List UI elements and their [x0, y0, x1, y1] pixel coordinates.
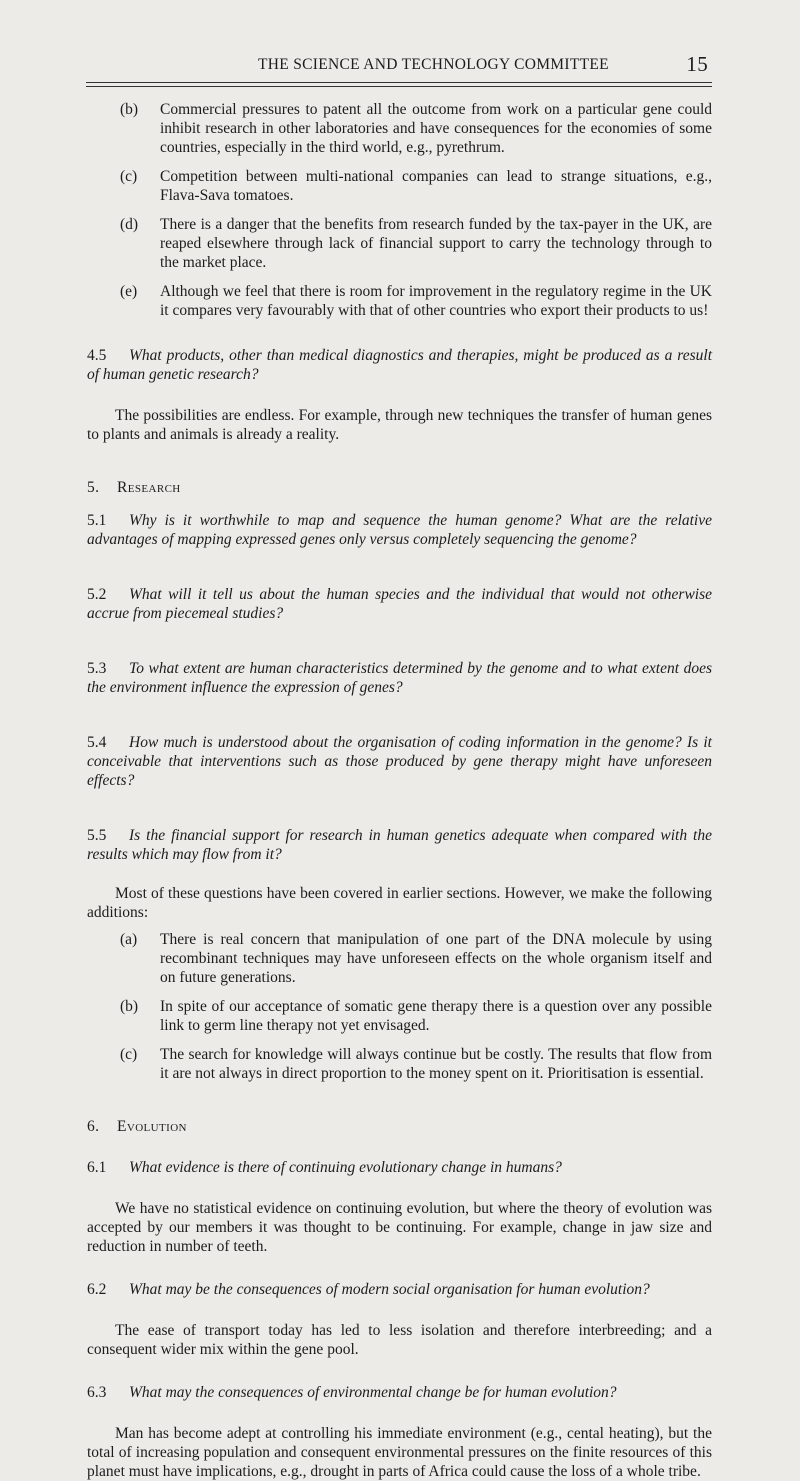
- answer-6-2: The ease of transport today has led to less isolation and therefore interbreeding; and a consequent wider mix within the gene pool.: [87, 1322, 712, 1358]
- section-heading-research: 5. Research: [87, 479, 181, 496]
- item-text: Commercial pressures to patent all the outcome from work on a particular gene could inhibit research in other laboratories and have consequences for the economies of some countries, especially in the third world, e.g., pyrethrum.: [160, 101, 712, 156]
- question-5-3: 5.3 To what extent are human characteristics determined by the genome and to what extent does the environment influence the expression of genes?: [87, 660, 712, 696]
- answer-5-5: Most of these questions have been covered in earlier sections. However, we make the following additions:: [87, 885, 712, 921]
- question-4-5: 4.5 What products, other than medical diagnostics and therapies, might be produced as a result of human genetic research?: [87, 347, 712, 383]
- question-6-3: 6.3 What may the consequences of environmental change be for human evolution?: [87, 1384, 617, 1401]
- question-5-4: 5.4 How much is understood about the organisation of coding information in the genome? Is it conceivable that interventions such as those produced by gene therapy might have unforeseen effects?: [87, 734, 712, 789]
- question-5-2: 5.2 What will it tell us about the human species and the individual that would not otherwise accrue from piecemeal studies?: [87, 586, 712, 622]
- item-text: The search for knowledge will always continue but be costly. The results that flow from it are not always in direct proportion to the money spent on it. Prioritisation is essential.: [160, 1046, 712, 1082]
- header-title: THE SCIENCE AND TECHNOLOGY COMMITTEE: [258, 56, 609, 73]
- question-5-1: 5.1 Why is it worthwhile to map and sequence the human genome? What are the relative advantages of mapping expressed genes only versus completely sequencing the genome?: [87, 512, 712, 548]
- item-text: Competition between multi-national companies can lead to strange situations, e.g., Flava-Sava tomatoes.: [160, 168, 712, 204]
- question-6-2: 6.2 What may be the consequences of modern social organisation for human evolution?: [87, 1281, 650, 1298]
- list-5: [87, 930, 712, 1083]
- item-text: In spite of our acceptance of somatic gene therapy there is a question over any possible link to germ line therapy not yet envisaged.: [160, 998, 712, 1034]
- item-label: (c): [120, 1046, 138, 1063]
- item-text: There is real concern that manipulation of one part of the DNA molecule by using recombinant techniques may have unforeseen effects on the whole organism itself and on future generations.: [160, 931, 712, 986]
- question-6-1: 6.1 What evidence is there of continuing evolutionary change in humans?: [87, 1159, 562, 1176]
- item-label: (c): [120, 168, 138, 185]
- list-item: [117, 1045, 712, 1083]
- list-item: [117, 930, 712, 987]
- list-item: [117, 167, 712, 205]
- list-item: [117, 997, 712, 1035]
- header-rule: [86, 82, 712, 87]
- list-item: [117, 282, 712, 320]
- answer-6-1: We have no statistical evidence on continuing evolution, but where the theory of evolution was accepted by our members it was thought to be continuing. For example, change in jaw size and reduction in number of teeth.: [87, 1200, 712, 1255]
- list-top: [87, 100, 712, 320]
- answer-4-5: The possibilities are endless. For example, through new techniques the transfer of human genes to plants and animals is already a reality.: [87, 407, 712, 443]
- item-label: (d): [120, 216, 139, 233]
- answer-6-3: Man has become adept at controlling his immediate environment (e.g., cental heating), but the total of increasing population and consequent environmental pressures on the finite resources of this planet must have implications, e.g., drought in parts of Africa could cause the loss of a whole tribe.: [87, 1425, 712, 1480]
- page-number: 15: [686, 52, 708, 76]
- list-item: [117, 100, 712, 157]
- item-text: There is a danger that the benefits from research funded by the tax-payer in the UK, are reaped elsewhere through lack of financial support to carry the technology through to the market place.: [160, 216, 712, 271]
- item-label: (b): [120, 998, 139, 1015]
- question-5-5: 5.5 Is the financial support for research in human genetics adequate when compared with the results which may flow from it?: [87, 827, 712, 863]
- item-label: (e): [120, 283, 138, 300]
- item-label: (a): [120, 931, 138, 948]
- item-text: Although we feel that there is room for improvement in the regulatory regime in the UK it compares very favourably with that of other countries who export their products to us!: [160, 283, 712, 319]
- item-label: (b): [120, 101, 139, 118]
- section-heading-evolution: 6. Evolution: [87, 1118, 187, 1135]
- list-item: [117, 215, 712, 272]
- document-body: [87, 100, 712, 1481]
